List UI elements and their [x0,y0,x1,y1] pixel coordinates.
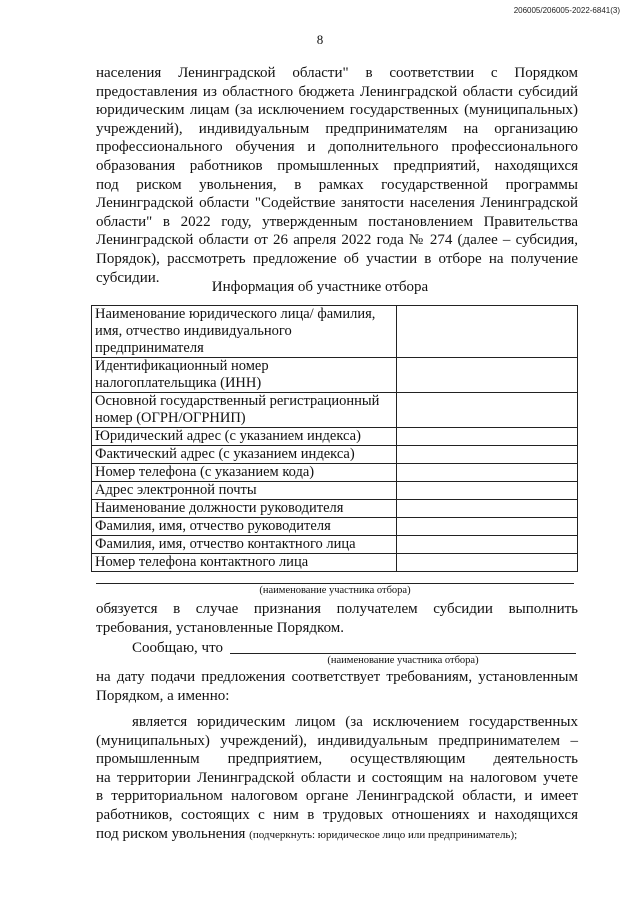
intro-line: под риском увольнения, в рамках государственной программы [96,176,578,193]
report-prefix: Сообщаю, что [132,640,223,656]
criteria-line [96,825,578,845]
info-row-value[interactable] [397,536,578,554]
info-row-value[interactable] [397,446,578,464]
obligation-line: обязуется в случае признания получателем субсидии выполнить [96,601,578,617]
intro-line: субсидии. [96,269,160,286]
info-row-label: Фамилия, имя, отчество контактного лица [92,536,397,554]
intro-line: учреждений), индивидуальным предпринимателям на организацию [96,120,578,137]
info-row-label: Номер телефона контактного лица [92,554,397,572]
info-table-row [92,482,578,500]
info-row-label: Фактический адрес (с указанием индекса) [92,446,397,464]
info-row-label: Наименование юридического лица/ фамилия, имя, отчество индивидуального предпринимателя [92,306,397,358]
info-row-value[interactable] [397,393,578,428]
criteria-note: (подчеркнуть: юридическое лицо или предприниматель); [249,828,518,841]
info-row-label: Идентификационный номер налогоплательщика (ИНН) [92,358,397,393]
intro-line: предоставления из областного бюджета Ленинградской области субсидий [96,83,578,100]
info-table-row [92,358,578,393]
criteria-line: работников, состоящих с ним в трудовых отношениях и находящихся [96,806,578,823]
info-row-value[interactable] [397,500,578,518]
info-table-row [92,554,578,572]
participant-name-line [96,583,574,584]
info-row-value[interactable] [397,518,578,536]
info-table-row [92,393,578,428]
obligation-paragraph [96,600,578,637]
intro-line: Ленинградской области от 26 апреля 2022 года № 274 (далее – субсидия, [96,232,578,249]
document-id: 206005/206005-2022-6841(3) [513,6,620,15]
info-table-row [92,306,578,358]
conformity-paragraph [96,668,578,705]
info-row-label: Основной государственный регистрационный номер (ОГРН/ОГРНИП) [92,393,397,428]
section-title: Информация об участнике отбора [211,279,429,295]
info-table-row [92,428,578,446]
page-number: 8 [316,32,324,47]
info-row-value[interactable] [397,306,578,358]
intro-line: профессионального обучения и дополнительного профессионального [96,139,578,156]
info-table-row [92,464,578,482]
info-row-label: Наименование должности руководителя [92,500,397,518]
criteria-last-text: под риском увольнения [96,825,246,842]
info-table-row [92,536,578,554]
participant-name-caption: (наименование участника отбора) [259,585,411,596]
participant-info-table-body [92,306,578,572]
participant-info-table [91,305,578,572]
conformity-line: на дату подачи предложения соответствует требованиям, установленным [96,669,578,685]
intro-line: юридическим лицам (за исключением государственных (муниципальных) [96,102,578,119]
info-row-label: Адрес электронной почты [92,482,397,500]
obligation-line: требования, установленные Порядком. [96,619,345,636]
info-table-row [92,500,578,518]
criteria-line: промышленным предприятием, осуществляющим деятельность [96,751,578,768]
criteria-paragraph [96,713,578,844]
criteria-line: (муниципальных) учреждений), индивидуальным предпринимателем – [96,732,578,749]
intro-line: Ленинградской области "Содействие занятости населения Ленинградской [96,195,578,212]
info-row-label: Фамилия, имя, отчество руководителя [92,518,397,536]
info-row-value[interactable] [397,482,578,500]
criteria-line: на территории Ленинградской области и состоящим на налоговом учете [96,769,578,786]
intro-line: образования работников промышленных предприятий, находящихся [96,157,578,174]
intro-line: Порядок), рассмотреть предложение об участии в отборе на получение [96,250,578,267]
info-row-label: Юридический адрес (с указанием индекса) [92,428,397,446]
info-row-value[interactable] [397,358,578,393]
participant-name-line-2 [230,653,576,654]
info-row-value[interactable] [397,428,578,446]
info-table-row [92,518,578,536]
criteria-line: является юридическим лицом (за исключением государственных [132,714,578,730]
participant-name-caption-2: (наименование участника отбора) [327,655,479,666]
intro-line: населения Ленинградской области" в соответствии с Порядком [96,65,578,81]
info-row-value[interactable] [397,464,578,482]
info-row-value[interactable] [397,554,578,572]
info-table-row [92,446,578,464]
intro-line: области" в 2022 году, утвержденным постановлением Правительства [96,213,578,230]
intro-paragraph [96,64,578,287]
criteria-line: в территориальном налоговом органе Ленинградской области, и имеет [96,788,578,805]
info-row-label: Номер телефона (с указанием кода) [92,464,397,482]
conformity-line: Порядком, а именно: [96,687,230,704]
